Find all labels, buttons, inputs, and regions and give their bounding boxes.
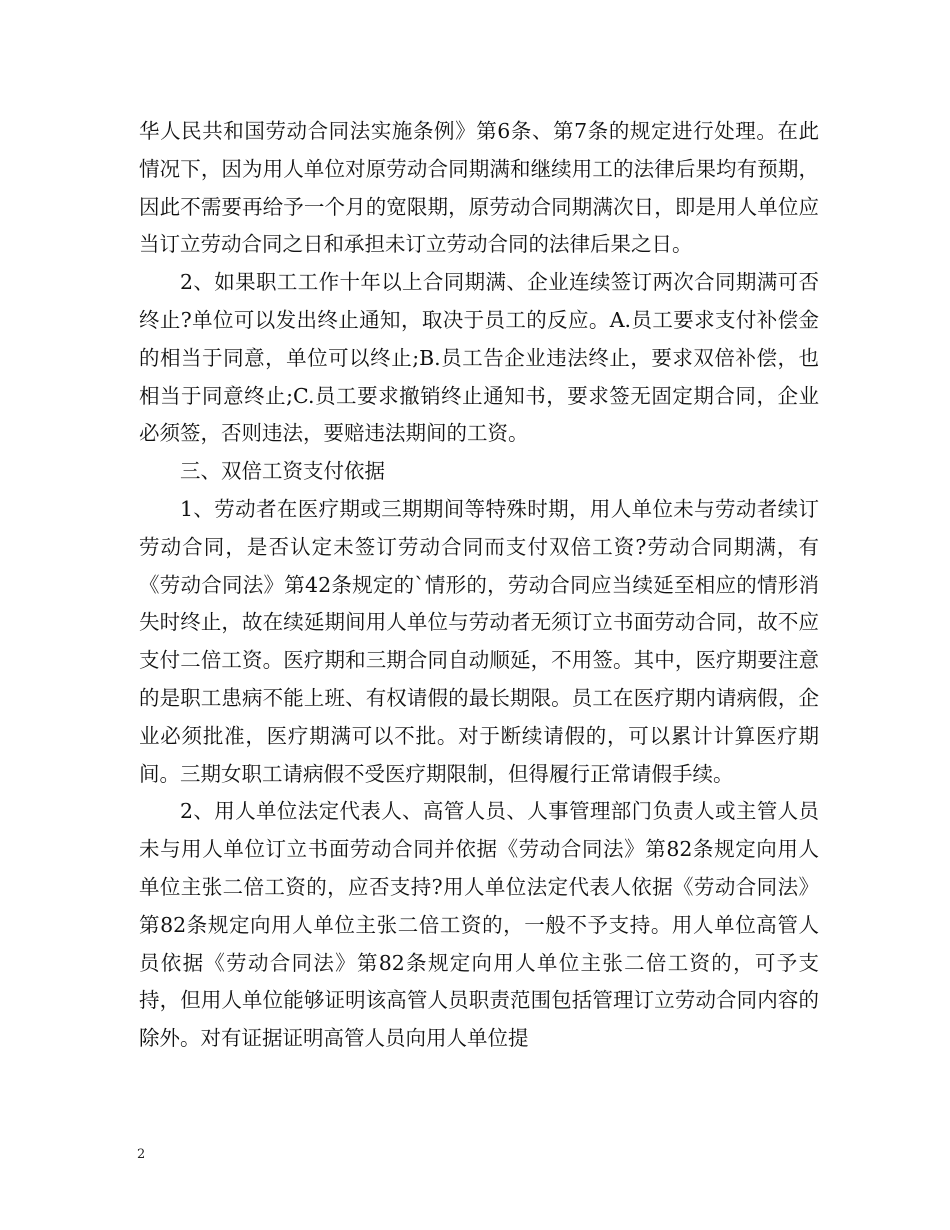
paragraph-continued: 华人民共和国劳动合同法实施条例》第6条、第7条的规定进行处理。在此情况下，因为用人单位对原劳动合同期满和继续用工的法律后果均有预期，因此不需要再给予一个月的宽限期，原劳动合同期满次日，即是用人单位应当订立劳动合同之日和承担未订立劳动合同的法律后果之日。 [139,119,819,257]
paragraph-item-2-executives: 2、用人单位法定代表人、高管人员、人事管理部门负责人或主管人员未与用人单位订立书面劳动合同并依据《劳动合同法》第82条规定向用人单位主张二倍工资的，应否支持?用人单位法定代表人依据《劳动合同法》第82条规定向用人单位主张二倍工资的，一般不予支持。用人单位高管人员依据《劳动合同法》第82条规定向用人单位主张二倍工资的，可予支持，但用人单位能够证明该高管人员职责范围包括管理订立劳动合同内容的除外。对有证据证明高管人员向用人单位提 [139,799,819,1051]
paragraph-item-2-termination: 2、如果职工工作十年以上合同期满、企业连续签订两次合同期满可否终止?单位可以发出终止通知，取决于员工的反应。A.员工要求支付补偿金的相当于同意，单位可以终止;B.员工告企业违法终止，要求双倍补偿，也相当于同意终止;C.员工要求撤销终止通知书，要求签无固定期合同，企业必须签，否则违法，要赔违法期间的工资。 [139,270,819,446]
section-heading-double-wage: 三、双倍工资支付依据 [180,459,385,484]
paragraph-item-1-medical-period: 1、劳动者在医疗期或三期期间等特殊时期，用人单位未与劳动者续订劳动合同，是否认定未签订劳动合同而支付双倍工资?劳动合同期满，有《劳动合同法》第42条规定的`情形的，劳动合同应当续延至相应的情形消失时终止，故在续延期间用人单位与劳动者无须订立书面劳动合同，故不应支付二倍工资。医疗期和三期合同自动顺延，不用签。其中，医疗期要注意的是职工患病不能上班、有权请假的最长期限。员工在医疗期内请病假，企业必须批准，医疗期满可以不批。对于断续请假的，可以累计计算医疗期间。三期女职工请病假不受医疗期限制，但得履行正常请假手续。 [139,496,819,786]
body-text [139,113,819,1058]
page-number: 2 [137,1147,146,1162]
